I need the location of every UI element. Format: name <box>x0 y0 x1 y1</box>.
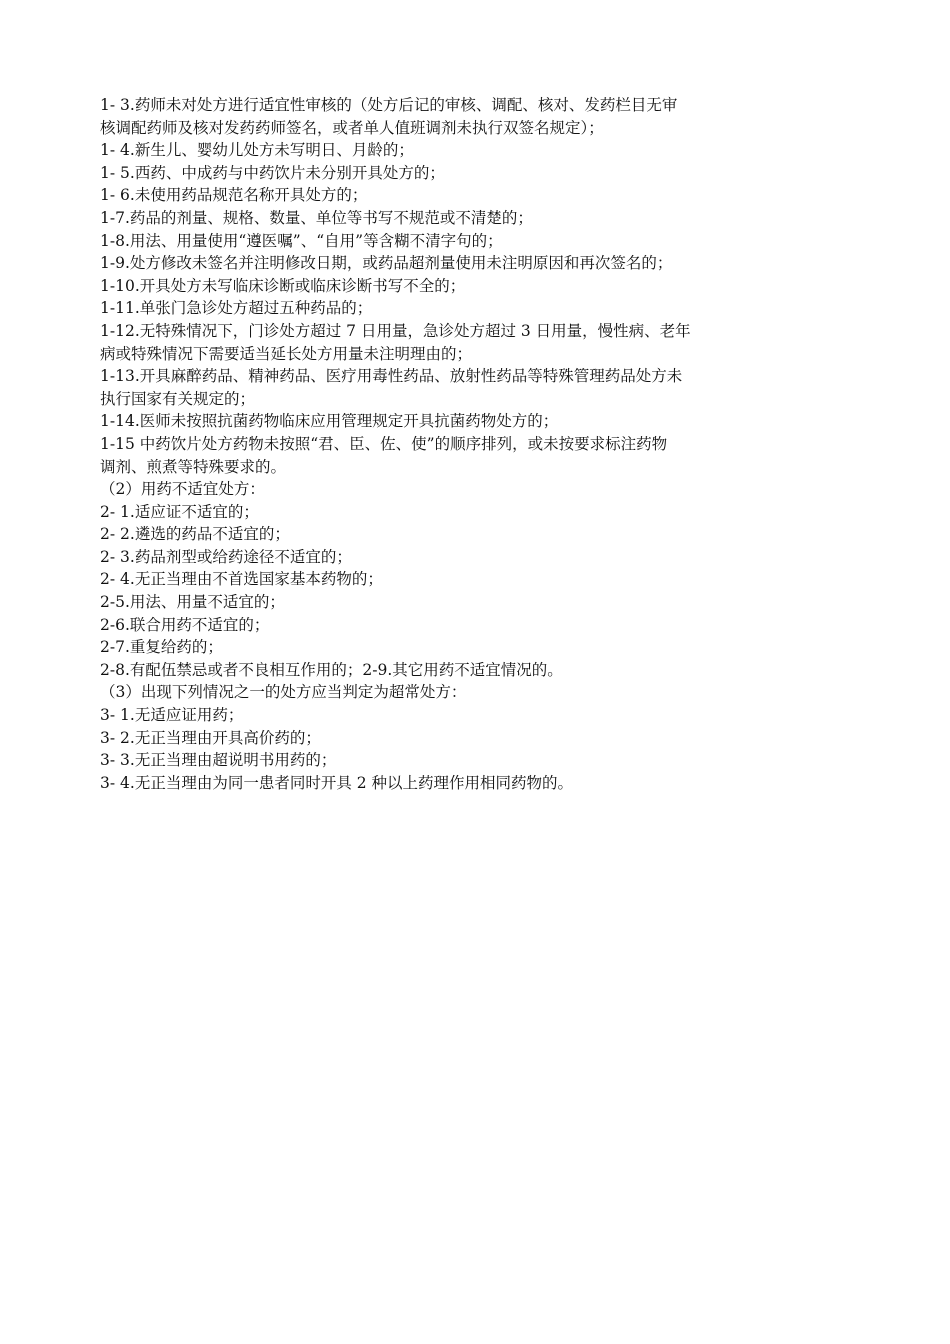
text-line-1-12-a: 1-12.无特殊情况下，门诊处方超过 7 日用量，急诊处方超过 3 日用量，慢性病、老年 <box>100 321 691 340</box>
text-line-1-5: 1- 5.西药、中成药与中药饮片未分别开具处方的； <box>100 163 445 182</box>
text-line-2-5: 2-5.用法、用量不适宜的； <box>100 593 285 612</box>
text-line-2-7: 2-7.重复给药的； <box>100 638 223 657</box>
text-line-2-3: 2- 3.药品剂型或给药途径不适宜的； <box>100 547 352 566</box>
text-line-3-4: 3- 4.无正当理由为同一患者同时开具 2 种以上药理作用相同药物的。 <box>100 773 574 792</box>
section-heading-2: （2）用药不适宜处方： <box>100 480 265 499</box>
text-line-2-4: 2- 4.无正当理由不首选国家基本药物的； <box>100 570 383 589</box>
text-line-1-13-b: 执行国家有关规定的； <box>100 389 256 408</box>
text-line-1-12-b: 病或特殊情况下需要适当延长处方用量未注明理由的； <box>100 344 473 363</box>
text-line-2-1: 2- 1.适应证不适宜的； <box>100 502 259 521</box>
text-line-1-6: 1- 6.未使用药品规范名称开具处方的； <box>100 186 368 205</box>
text-line-1-3-b: 核调配药师及核对发药药师签名，或者单人值班调剂未执行双签名规定）； <box>100 118 604 137</box>
text-line-2-2: 2- 2.遴选的药品不适宜的； <box>100 525 290 544</box>
text-line-1-15-a: 1-15 中药饮片处方药物未按照“君、臣、佐、使”的顺序排列，或未按要求标注药物 <box>100 434 668 453</box>
text-line-2-6: 2-6.联合用药不适宜的； <box>100 615 270 634</box>
text-line-1-8: 1-8.用法、用量使用“遵医嘱”、“自用”等含糊不清字句的； <box>100 231 503 250</box>
text-line-1-14: 1-14.医师未按照抗菌药物临床应用管理规定开具抗菌药物处方的； <box>100 412 559 431</box>
text-line-1-4: 1- 4.新生儿、婴幼儿处方未写明日、月龄的； <box>100 141 414 160</box>
text-line-2-8-2-9: 2-8.有配伍禁忌或者不良相互作用的；2-9.其它用药不适宜情况的。 <box>100 660 563 679</box>
section-heading-3: （3）出现下列情况之一的处方应当判定为超常处方： <box>100 683 467 702</box>
text-line-1-13-a: 1-13.开具麻醉药品、精神药品、医疗用毒性药品、放射性药品等特殊管理药品处方未 <box>100 367 683 386</box>
text-line-1-7: 1-7.药品的剂量、规格、数量、单位等书写不规范或不清楚的； <box>100 208 533 227</box>
text-line-1-15-b: 调剂、煎煮等特殊要求的。 <box>100 457 287 476</box>
text-line-1-3-a: 1- 3.药师未对处方进行适宜性审核的（处方后记的审核、调配、核对、发药栏目无审 <box>100 96 678 114</box>
text-line-3-1: 3- 1.无适应证用药； <box>100 706 244 725</box>
text-line-1-9: 1-9.处方修改未签名并注明修改日期，或药品超剂量使用未注明原因和再次签名的； <box>100 254 673 273</box>
text-line-3-3: 3- 3.无正当理由超说明书用药的； <box>100 751 337 770</box>
document-page <box>100 94 870 794</box>
text-line-1-10: 1-10.开具处方未写临床诊断或临床诊断书写不全的； <box>100 276 466 295</box>
text-line-3-2: 3- 2.无正当理由开具高价药的； <box>100 728 321 747</box>
text-line-1-11: 1-11.单张门急诊处方超过五种药品的； <box>100 299 373 318</box>
